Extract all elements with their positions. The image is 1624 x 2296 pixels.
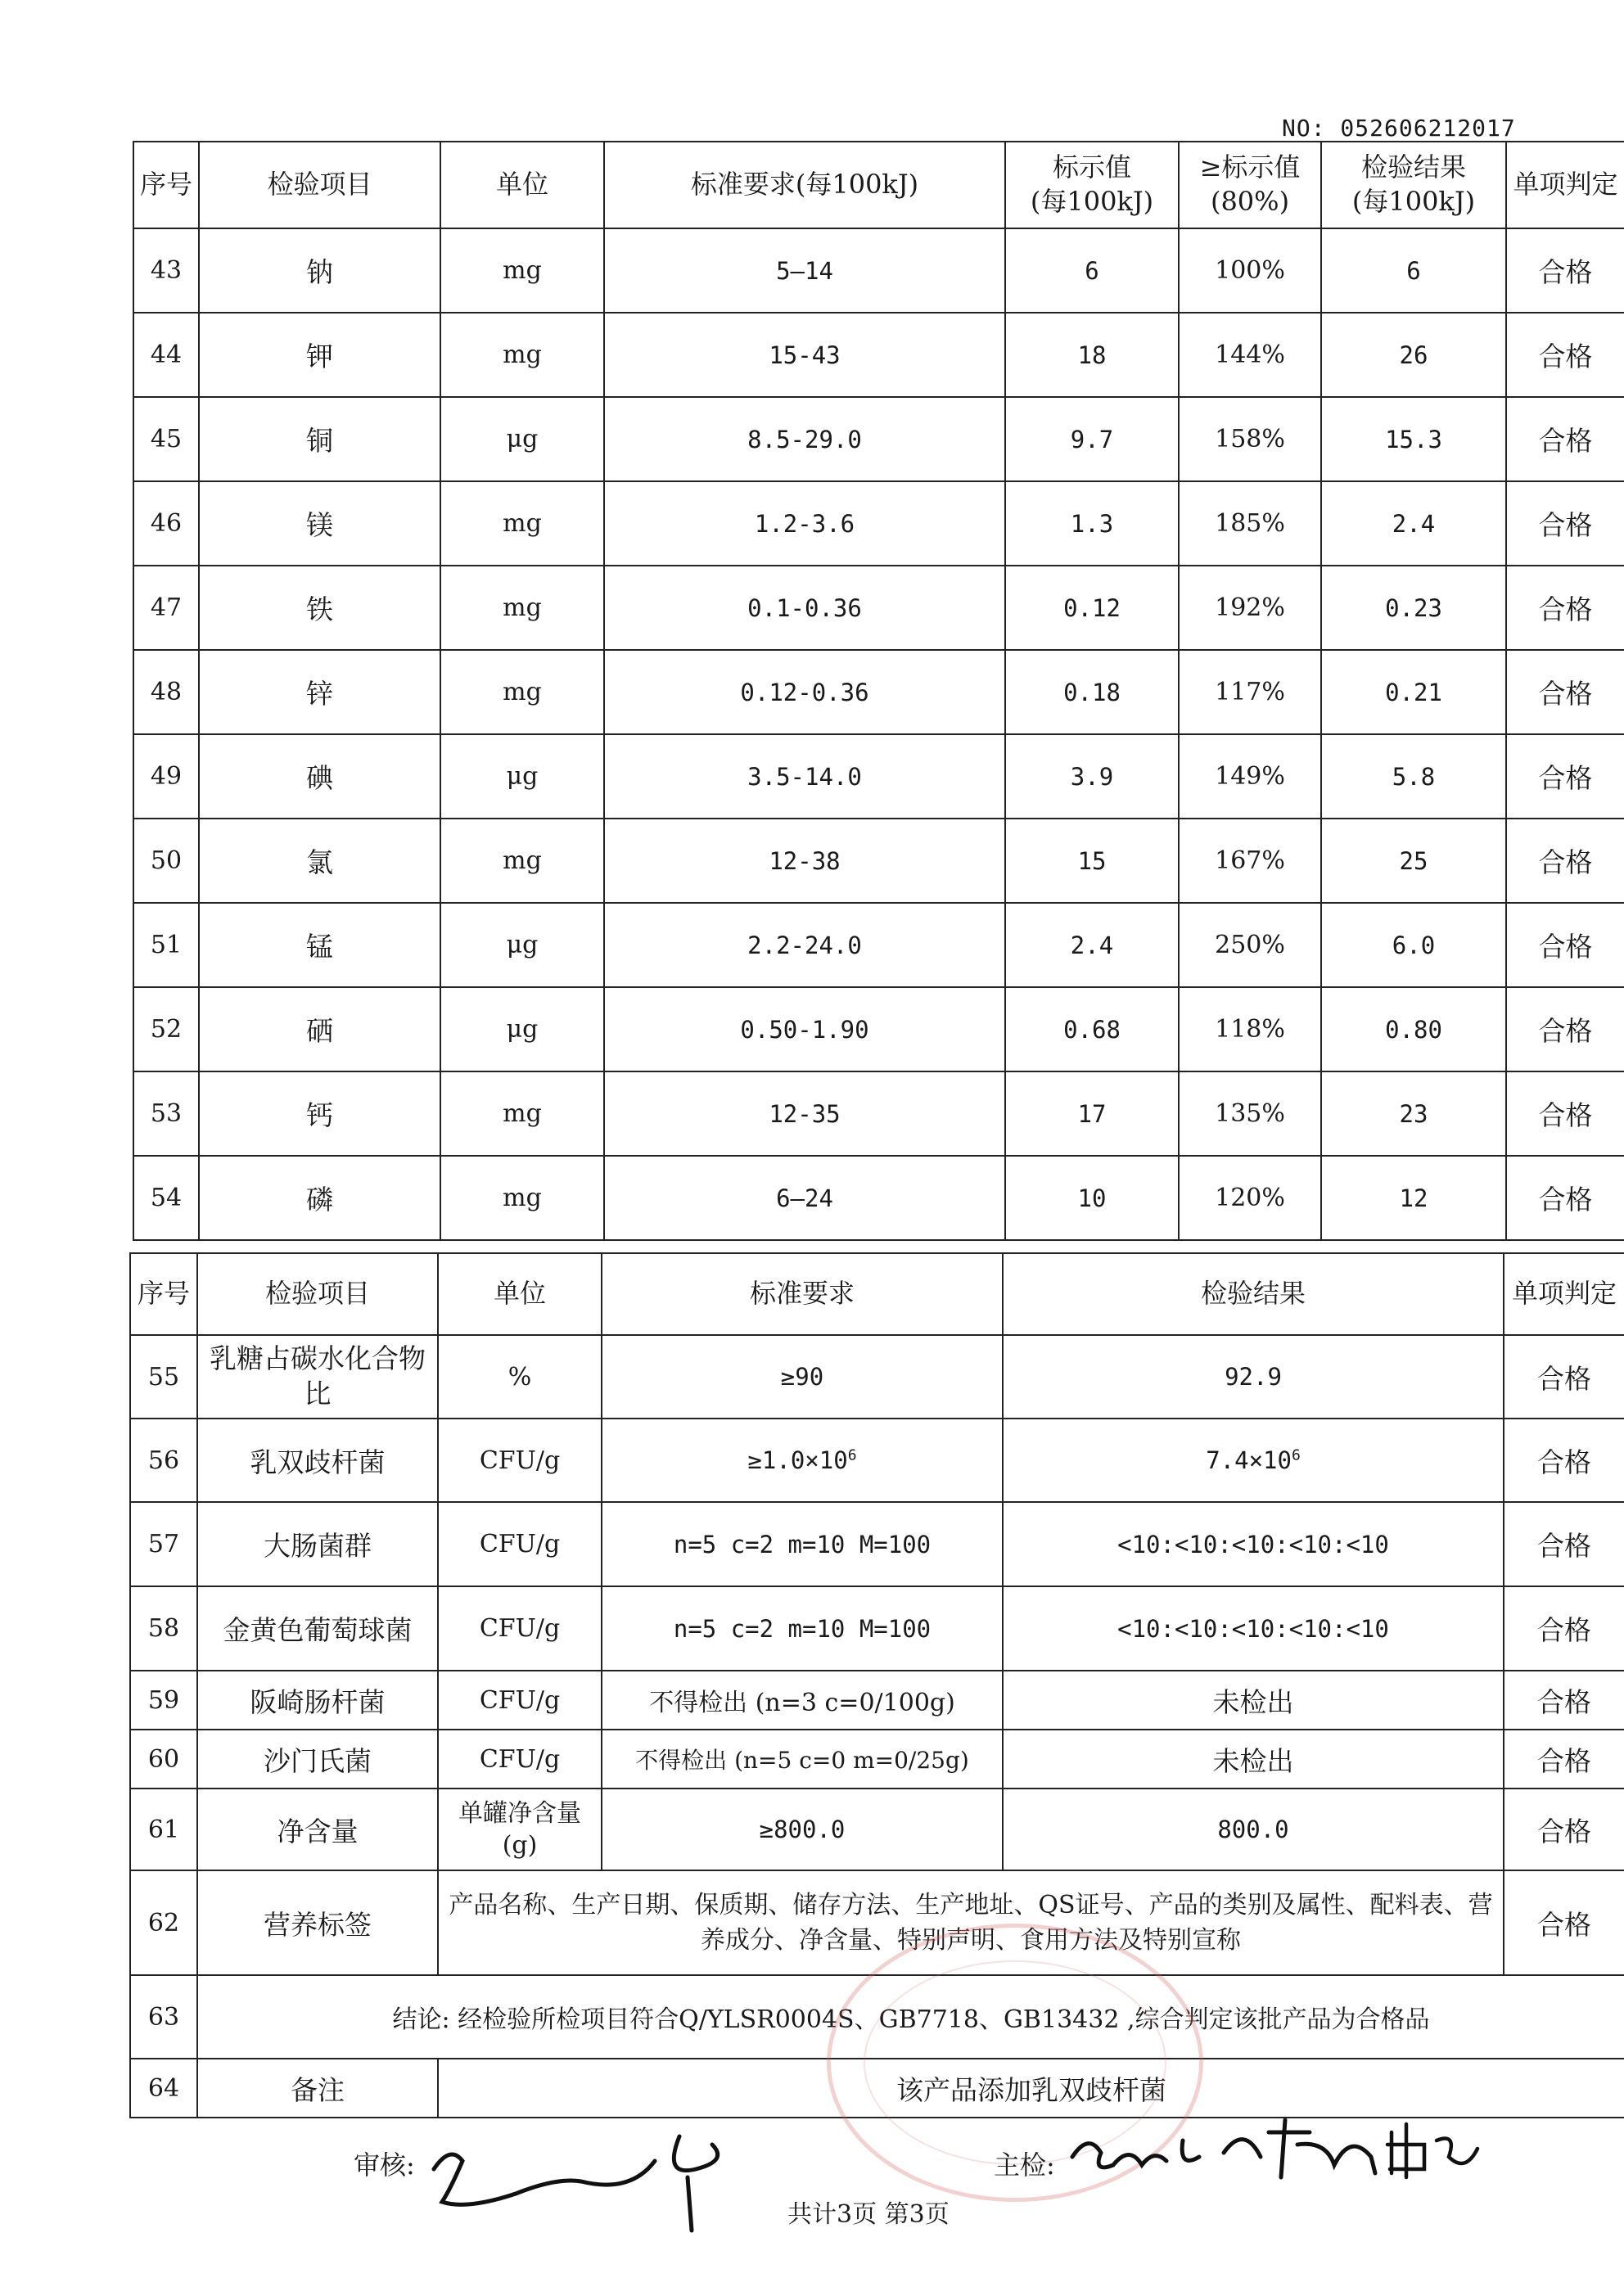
table-row (133, 228, 1624, 313)
cell-standard: 2.2-24.0 (604, 903, 1005, 987)
cell-pct: 120% (1179, 1156, 1321, 1240)
table-row (133, 903, 1624, 987)
cell-verdict: 合格 (1506, 566, 1624, 650)
cell-result: 0.80 (1321, 987, 1506, 1071)
header-item: 检验项目 (197, 1253, 438, 1335)
cell-seq: 47 (133, 566, 199, 650)
cell-verdict: 合格 (1506, 397, 1624, 481)
header-unit: 单位 (440, 142, 604, 228)
cell-label: 17 (1005, 1071, 1179, 1156)
cell-standard: 6—24 (604, 1156, 1005, 1240)
cell-seq: 54 (133, 1156, 199, 1240)
conclusion-row: 63 结论: 经检验所检项目符合Q/YLSR0004S、GB7718、GB13432 ,综合判定该批产品为合格品 (130, 1975, 1624, 2059)
cell-item: 碘 (199, 734, 440, 819)
cell-verdict: 合格 (1506, 819, 1624, 903)
header-standard: 标准要求(每100kJ) (604, 142, 1005, 228)
cell-label: 6 (1005, 228, 1179, 313)
table-row: 55 乳糖占碳水化合物比 % ≥90 92.9 合格 (130, 1335, 1624, 1419)
cell-unit: μg (440, 903, 604, 987)
cell-standard: 0.50-1.90 (604, 987, 1005, 1071)
cell-pct: 135% (1179, 1071, 1321, 1156)
cell-standard: 8.5-29.0 (604, 397, 1005, 481)
cell-seq: 51 (133, 903, 199, 987)
cell-pct: 100% (1179, 228, 1321, 313)
standard-cell: $\ge 1.0\times 10^6$ (602, 1419, 1003, 1502)
header-verdict: 单项判定 (1504, 1253, 1624, 1335)
cell-unit: mg (440, 313, 604, 397)
cell-label: 9.7 (1005, 397, 1179, 481)
cell-unit: μg (440, 734, 604, 819)
table-header-row (133, 142, 1624, 228)
cell-seq: 48 (133, 650, 199, 734)
reviewer-label: 审核: (354, 2149, 415, 2181)
result-cell: $7.4\times 10^6$ (1003, 1419, 1504, 1502)
cell-result: 2.4 (1321, 481, 1506, 566)
document-number: NO: 052606212017 (1282, 115, 1516, 142)
cell-item: 锰 (199, 903, 440, 987)
cell-pct: 158% (1179, 397, 1321, 481)
cell-standard: 1.2-3.6 (604, 481, 1005, 566)
cell-standard: 12-35 (604, 1071, 1005, 1156)
cell-unit: mg (440, 819, 604, 903)
table-row (133, 1156, 1624, 1240)
cell-result: 25 (1321, 819, 1506, 903)
cell-label: 10 (1005, 1156, 1179, 1240)
nutrition-label-content: 产品名称、生产日期、保质期、储存方法、生产地址、QS证号、产品的类别及属性、配料表、营养成分、净含量、特别声明、食用方法及特别宣称 (438, 1870, 1504, 1975)
cell-pct: 167% (1179, 819, 1321, 903)
cell-verdict: 合格 (1506, 313, 1624, 397)
cell-result: 26 (1321, 313, 1506, 397)
table-header-row (130, 1253, 1624, 1335)
table-row: 59 阪崎肠杆菌 CFU/g 不得检出 (n=3 c=0/100g) 未检出 合格 (130, 1671, 1624, 1730)
header-pct: ≥标示值 (80%) (1179, 142, 1321, 228)
cell-unit: mg (440, 228, 604, 313)
cell-seq: 46 (133, 481, 199, 566)
table-row (133, 650, 1624, 734)
header-result: 检验结果 (每100kJ) (1321, 142, 1506, 228)
cell-standard: 0.1-0.36 (604, 566, 1005, 650)
inspector-signatures (1064, 2108, 1490, 2190)
cell-item: 钠 (199, 228, 440, 313)
cell-label: 0.12 (1005, 566, 1179, 650)
table-row (133, 1071, 1624, 1156)
table-row (133, 987, 1624, 1071)
cell-item: 钙 (199, 1071, 440, 1156)
header-seq: 序号 (133, 142, 199, 228)
cell-standard: 15-43 (604, 313, 1005, 397)
cell-label: 0.68 (1005, 987, 1179, 1071)
header-label-value: 标示值 (每100kJ) (1005, 142, 1179, 228)
cell-item: 铁 (199, 566, 440, 650)
cell-unit: mg (440, 566, 604, 650)
remarks-row: 64 备注 该产品添加乳双歧杆菌 (130, 2059, 1624, 2118)
cell-seq: 44 (133, 313, 199, 397)
table-row (133, 734, 1624, 819)
cell-unit: mg (440, 650, 604, 734)
cell-label: 2.4 (1005, 903, 1179, 987)
cell-item: 铜 (199, 397, 440, 481)
table-row (133, 566, 1624, 650)
header-result: 检验结果 (1003, 1253, 1504, 1335)
table-row: 57 大肠菌群 CFU/g n=5 c=2 m=10 M=100 <10:<10:<10:<10:<10 合格 (130, 1502, 1624, 1586)
cell-unit: μg (440, 397, 604, 481)
cell-result: 0.23 (1321, 566, 1506, 650)
inspector-label: 主检: (994, 2149, 1055, 2181)
cell-verdict: 合格 (1506, 228, 1624, 313)
table-row (133, 481, 1624, 566)
cell-unit: mg (440, 1156, 604, 1240)
table-row: 61 净含量 单罐净含量(g) ≥800.0 800.0 合格 (130, 1789, 1624, 1870)
cell-unit: mg (440, 1071, 604, 1156)
cell-unit: mg (440, 481, 604, 566)
cell-pct: 250% (1179, 903, 1321, 987)
table-row: 58 金黄色葡萄球菌 CFU/g n=5 c=2 m=10 M=100 <10:<10:<10:<10:<10 合格 (130, 1586, 1624, 1671)
reviewer-signature (417, 2112, 769, 2235)
cell-seq: 53 (133, 1071, 199, 1156)
cell-item: 镁 (199, 481, 440, 566)
cell-verdict: 合格 (1506, 650, 1624, 734)
cell-verdict: 合格 (1506, 1156, 1624, 1240)
cell-seq: 52 (133, 987, 199, 1071)
header-standard: 标准要求 (602, 1253, 1003, 1335)
table-row (133, 397, 1624, 481)
cell-seq: 45 (133, 397, 199, 481)
cell-unit: μg (440, 987, 604, 1071)
nutrient-results-table (133, 141, 1624, 1241)
table-row (133, 819, 1624, 903)
cell-standard: 12-38 (604, 819, 1005, 903)
cell-item: 硒 (199, 987, 440, 1071)
cell-label: 0.18 (1005, 650, 1179, 734)
cell-verdict: 合格 (1506, 987, 1624, 1071)
cell-pct: 144% (1179, 313, 1321, 397)
cell-seq: 43 (133, 228, 199, 313)
cell-seq: 49 (133, 734, 199, 819)
cell-pct: 185% (1179, 481, 1321, 566)
table-row: 60 沙门氏菌 CFU/g 不得检出 (n=5 c=0 m=0/25g) 未检出 合格 (130, 1730, 1624, 1789)
cell-verdict: 合格 (1506, 734, 1624, 819)
cell-label: 3.9 (1005, 734, 1179, 819)
cell-standard: 0.12-0.36 (604, 650, 1005, 734)
cell-pct: 149% (1179, 734, 1321, 819)
cell-pct: 118% (1179, 987, 1321, 1071)
cell-label: 1.3 (1005, 481, 1179, 566)
cell-seq: 50 (133, 819, 199, 903)
cell-label: 15 (1005, 819, 1179, 903)
table-row (133, 313, 1624, 397)
cell-item: 锌 (199, 650, 440, 734)
header-seq: 序号 (130, 1253, 197, 1335)
remarks-text: 该产品添加乳双歧杆菌 (438, 2059, 1624, 2118)
table-row: 62 营养标签 产品名称、生产日期、保质期、储存方法、生产地址、QS证号、产品的类别及属性、配料表、营养成分、净含量、特别声明、食用方法及特别宣称 合格 (130, 1870, 1624, 1975)
cell-item: 氯 (199, 819, 440, 903)
cell-item: 钾 (199, 313, 440, 397)
table-row: 56 乳双歧杆菌 CFU/g $\ge 1.0\times 10^6$ $7.4\times 10^6$ 合格 (130, 1419, 1624, 1502)
cell-result: 6.0 (1321, 903, 1506, 987)
cell-verdict: 合格 (1506, 903, 1624, 987)
cell-result: 23 (1321, 1071, 1506, 1156)
cell-standard: 3.5-14.0 (604, 734, 1005, 819)
cell-result: 15.3 (1321, 397, 1506, 481)
header-verdict: 单项判定 (1506, 142, 1624, 228)
cell-verdict: 合格 (1506, 481, 1624, 566)
cell-result: 5.8 (1321, 734, 1506, 819)
cell-pct: 117% (1179, 650, 1321, 734)
cell-pct: 192% (1179, 566, 1321, 650)
page-info: 共计3页 第3页 (787, 2200, 950, 2229)
cell-label: 18 (1005, 313, 1179, 397)
cell-result: 0.21 (1321, 650, 1506, 734)
conclusion-text: 结论: 经检验所检项目符合Q/YLSR0004S、GB7718、GB13432 ,综合判定该批产品为合格品 (197, 1975, 1624, 2059)
cell-result: 6 (1321, 228, 1506, 313)
cell-result: 12 (1321, 1156, 1506, 1240)
cell-item: 磷 (199, 1156, 440, 1240)
cell-standard: 5—14 (604, 228, 1005, 313)
cell-verdict: 合格 (1506, 1071, 1624, 1156)
header-item: 检验项目 (199, 142, 440, 228)
header-unit: 单位 (438, 1253, 602, 1335)
